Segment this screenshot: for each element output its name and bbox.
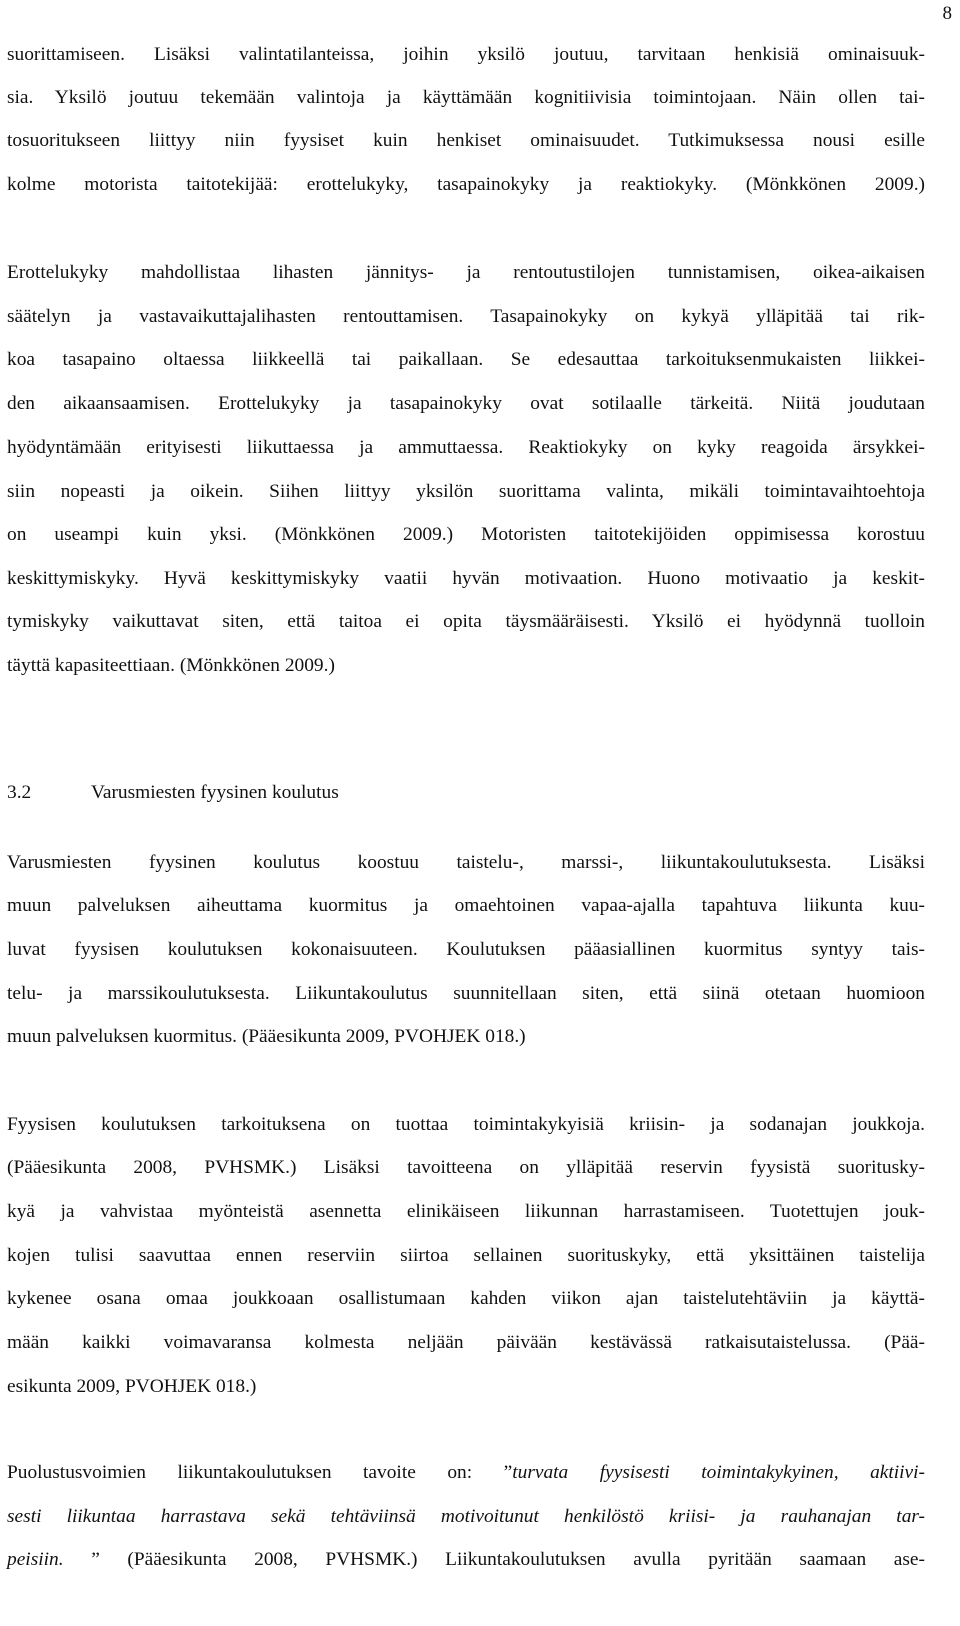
paragraph-4-line-5: kykenee osana omaa joukkoaan osallistumaan kahden viikon ajan taistelutehtäviin ja käyttä-: [7, 1288, 925, 1309]
paragraph-2-line-5: hyödyntämään erityisesti liikuttaessa ja ammuttaessa. Reaktiokyky on kyky reagoida ärsykkei-: [7, 437, 925, 458]
paragraph-4-line-2: (Pääesikunta 2008, PVHSMK.) Lisäksi tavoitteena on ylläpitää reservin fyysistä suoritusky-: [7, 1157, 925, 1178]
section-heading-number: 3.2: [7, 782, 32, 803]
paragraph-1-line-1: suorittamiseen. Lisäksi valintatilanteissa, joihin yksilö joutuu, tarvitaan henkisiä ominaisuuk-: [7, 44, 925, 65]
page-number: 8: [942, 3, 952, 24]
paragraph-5-line-3: [7, 1545, 925, 1575]
paragraph-3-line-4: telu- ja marssikoulutuksesta. Liikuntakoulutus suunnitellaan siten, että siinä otetaan huomioon: [7, 983, 925, 1004]
paragraph-2-line-4: den aikaansaamisen. Erottelukyky ja tasapainokyky ovat sotilaalle tärkeitä. Niitä joudutaan: [7, 393, 925, 414]
paragraph-2-line-6: siin nopeasti ja oikein. Siihen liittyy yksilön suorittama valinta, mikäli toimintavaihtoehtoja: [7, 481, 925, 502]
section-heading-title: Varusmiesten fyysinen koulutus: [91, 782, 339, 803]
paragraph-3-line-3: luvat fyysisen koulutuksen kokonaisuuteen. Koulutuksen pääasiallinen kuormitus syntyy tais-: [7, 939, 925, 960]
paragraph-5-line-1: [7, 1458, 925, 1488]
paragraph-5-line-2: [7, 1502, 925, 1532]
section-heading: [7, 778, 925, 808]
paragraph-1-line-3: tosuoritukseen liittyy niin fyysiset kuin henkiset ominaisuudet. Tutkimuksessa nousi esille: [7, 130, 925, 151]
paragraph-2-line-1: Erottelukyky mahdollistaa lihasten jännitys- ja rentoutustilojen tunnistamisen, oikea-aikaisen: [7, 262, 925, 283]
paragraph-2-line-8: keskittymiskyky. Hyvä keskittymiskyky vaatii hyvän motivaation. Huono motivaatio ja keskit-: [7, 568, 925, 589]
paragraph-5-line-3-text: ” (Pääesikunta 2008, PVHSMK.) Liikuntakoulutuksen avulla pyritään saamaan ase-: [63, 1549, 925, 1570]
paragraph-2-line-10: täyttä kapasiteettiaan. (Mönkkönen 2009.): [7, 655, 335, 676]
paragraph-1-line-4: kolme motorista taitotekijää: erottelukyky, tasapainokyky ja reaktiokyky. (Mönkkönen 2009.): [7, 174, 925, 195]
paragraph-3-line-5: muun palveluksen kuormitus. (Pääesikunta 2009, PVOHJEK 018.): [7, 1026, 526, 1047]
paragraph-4-line-3: kyä ja vahvistaa myönteistä asennetta elinikäiseen liikunnan harrastamiseen. Tuotettujen jouk-: [7, 1201, 925, 1222]
paragraph-5-quote-part-1: turvata fyysisesti toimintakykyinen, aktiivi-: [512, 1462, 926, 1483]
paragraph-5-quote-part-2: sesti liikuntaa harrastava sekä tehtäviinsä motivoitunut henkilöstö kriisi- ja rauhanajan tar-: [7, 1506, 925, 1527]
paragraph-3-line-2: muun palveluksen aiheuttama kuormitus ja omaehtoinen vapaa-ajalla tapahtuva liikunta kuu-: [7, 895, 925, 916]
paragraph-1-line-2: sia. Yksilö joutuu tekemään valintoja ja käyttämään kognitiivisia toimintojaan. Näin ollen tai-: [7, 87, 925, 108]
paragraph-5-line-1-text: Puolustusvoimien liikuntakoulutuksen tavoite on: ”: [7, 1462, 513, 1483]
paragraph-3-line-1: Varusmiesten fyysinen koulutus koostuu taistelu-, marssi-, liikuntakoulutuksesta. Lisäksi: [7, 852, 925, 873]
paragraph-4-line-6: mään kaikki voimavaransa kolmesta neljään päivään kestävässä ratkaisutaistelussa. (Pää-: [7, 1332, 925, 1353]
paragraph-4-line-7: esikunta 2009, PVOHJEK 018.): [7, 1376, 257, 1397]
paragraph-2-line-7: on useampi kuin yksi. (Mönkkönen 2009.) Motoristen taitotekijöiden oppimisessa korostuu: [7, 524, 925, 545]
paragraph-4-line-1: Fyysisen koulutuksen tarkoituksena on tuottaa toimintakykyisiä kriisin- ja sodanajan joukkoja.: [7, 1114, 925, 1135]
paragraph-4-line-4: kojen tulisi saavuttaa ennen reserviin siirtoa sellainen suorituskyky, että yksittäinen taistelija: [7, 1245, 925, 1266]
paragraph-2-line-3: koa tasapaino oltaessa liikkeellä tai paikallaan. Se edesauttaa tarkoituksenmukaisten liikkei-: [7, 349, 925, 370]
paragraph-2-line-9: tymiskyky vaikuttavat siten, että taitoa ei opita täysmääräisesti. Yksilö ei hyödynnä tuolloin: [7, 611, 925, 632]
paragraph-2-line-2: säätelyn ja vastavaikuttajalihasten rentouttamisen. Tasapainokyky on kykyä ylläpitää tai rik-: [7, 306, 925, 327]
paragraph-5-quote-part-3: peisiin.: [7, 1549, 64, 1570]
